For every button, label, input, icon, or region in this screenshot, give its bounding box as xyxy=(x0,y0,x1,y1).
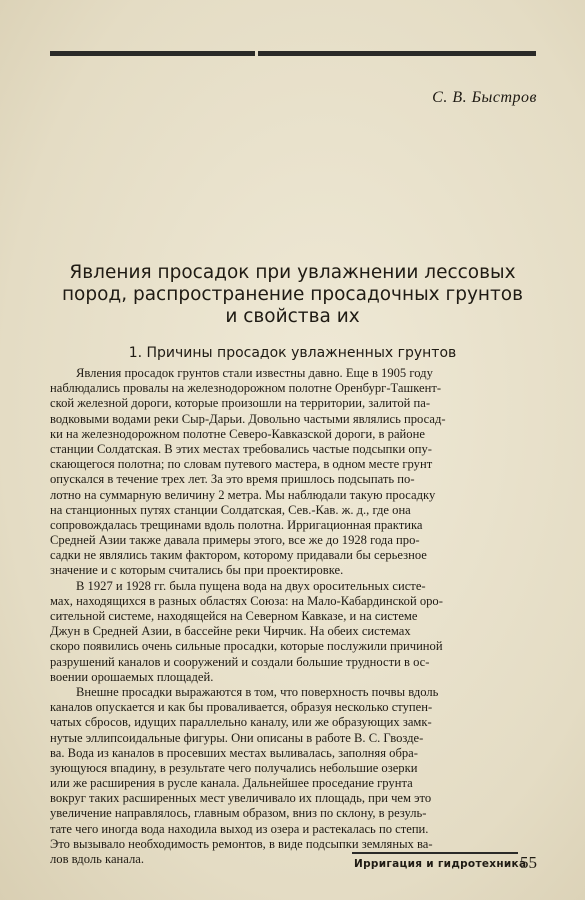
body-line: станции Солдатская. В этих местах требовались частые подсыпки опу- xyxy=(50,441,432,456)
body-text xyxy=(50,366,538,867)
body-line: Это вызывало необходимость ремонтов, в виде подсыпки земляных ва- xyxy=(50,836,433,851)
body-line: значение и с которым считались бы при проектировке. xyxy=(50,563,344,578)
body-line: сительной системе, находящейся на Северном Кавказе, и на системе xyxy=(50,609,418,623)
section-heading: 1. Причины просадок увлажненных грунтов xyxy=(128,345,457,361)
body-line: сопровождалась трещинами вдоль полотна. Ирригационная практика xyxy=(50,517,423,532)
title-line: Явления просадок при увлажнении лессовых xyxy=(69,262,516,283)
body-line: ва. Вода из каналов в просевших местах выливалась, заполняя обра- xyxy=(50,745,418,760)
body-line: скоро появились очень сильные просадки, которые послужили причиной xyxy=(50,639,443,654)
body-line: Джун в Средней Азии, в бассейне реки Чирчик. На обеих системах xyxy=(50,624,411,639)
footer-rule xyxy=(352,852,518,854)
title-line: и свойства их xyxy=(225,306,360,327)
body-line: лотно на суммарную величину 2 метра. Мы наблюдали такую просадку xyxy=(50,487,436,502)
journal-name: Ирригация и гидротехника xyxy=(354,858,527,870)
body-line: опускался в течение трех лет. За это время пришлось подсыпать по- xyxy=(50,472,415,487)
body-line: вокруг таких расширенных мест увеличивало их площадь, при чем это xyxy=(50,791,432,806)
body-line: Средней Азии также давала примеры этого, все же до 1928 года про- xyxy=(50,533,420,548)
body-line: лов вдоль канала. xyxy=(50,852,145,866)
body-line: водковыми водами реки Сыр-Дарьи. Довольно частыми являлись просад- xyxy=(50,411,446,426)
header-rule xyxy=(50,51,536,56)
body-line: чатых сбросов, идущих параллельно каналу, или же образующих замк- xyxy=(50,715,432,730)
body-line: нутые эллипсоидальные фигуры. Они описаны в работе В. С. Гвозде- xyxy=(50,730,424,745)
body-line: В 1927 и 1928 гг. была пущена вода на двух оросительных систе- xyxy=(76,578,426,593)
body-line: разрушений каналов и сооружений и создали большие трудности в ос- xyxy=(50,654,430,669)
body-line: мах, находящихся в разных областях Союза: на Мало-Кабардинской оро- xyxy=(50,593,443,608)
body-line: тате чего иногда вода находила выход из озера и растекалась по степи. xyxy=(50,821,429,836)
page-number: 55 xyxy=(520,853,537,872)
body-line: наблюдались провалы на железнодорожном полотне Оренбург-Ташкент- xyxy=(50,381,442,396)
body-line: Внешне просадки выражаются в том, что поверхность почвы вдоль xyxy=(76,684,439,699)
body-line: на станционных путях станции Солдатская, Сев.-Кав. ж. д., где она xyxy=(50,502,411,517)
body-line: скающегося полотна; по словам путевого мастера, в одном месте грунт xyxy=(50,457,433,472)
body-line: увеличение направлялось, главным образом, вниз по склону, в резуль- xyxy=(50,806,427,821)
article-title xyxy=(40,262,545,328)
body-line: или же расширения в русле канала. Дальнейшее проседание грунта xyxy=(50,776,413,791)
body-line: зующуюся впадину, в результате чего получались небольшие озерки xyxy=(50,760,418,775)
body-line: садки не являлись таким фактором, которому придавали бы серьезное xyxy=(50,548,427,563)
body-line: ской железной дороги, которые произошли на территории, залитой па- xyxy=(50,396,431,411)
author-name: С. В. Быстров xyxy=(432,89,537,106)
body-line: воении орошаемых площадей. xyxy=(50,669,214,684)
body-line: Явления просадок грунтов стали известны давно. Еще в 1905 году xyxy=(76,366,433,380)
body-line: ки на железнодорожном полотне Северо-Кавказской дороги, в районе xyxy=(50,426,425,441)
title-line: пород, распространение просадочных грунтов xyxy=(61,284,524,305)
body-line: каналов опускается и как бы проваливается, образуя несколько ступен- xyxy=(50,700,433,715)
